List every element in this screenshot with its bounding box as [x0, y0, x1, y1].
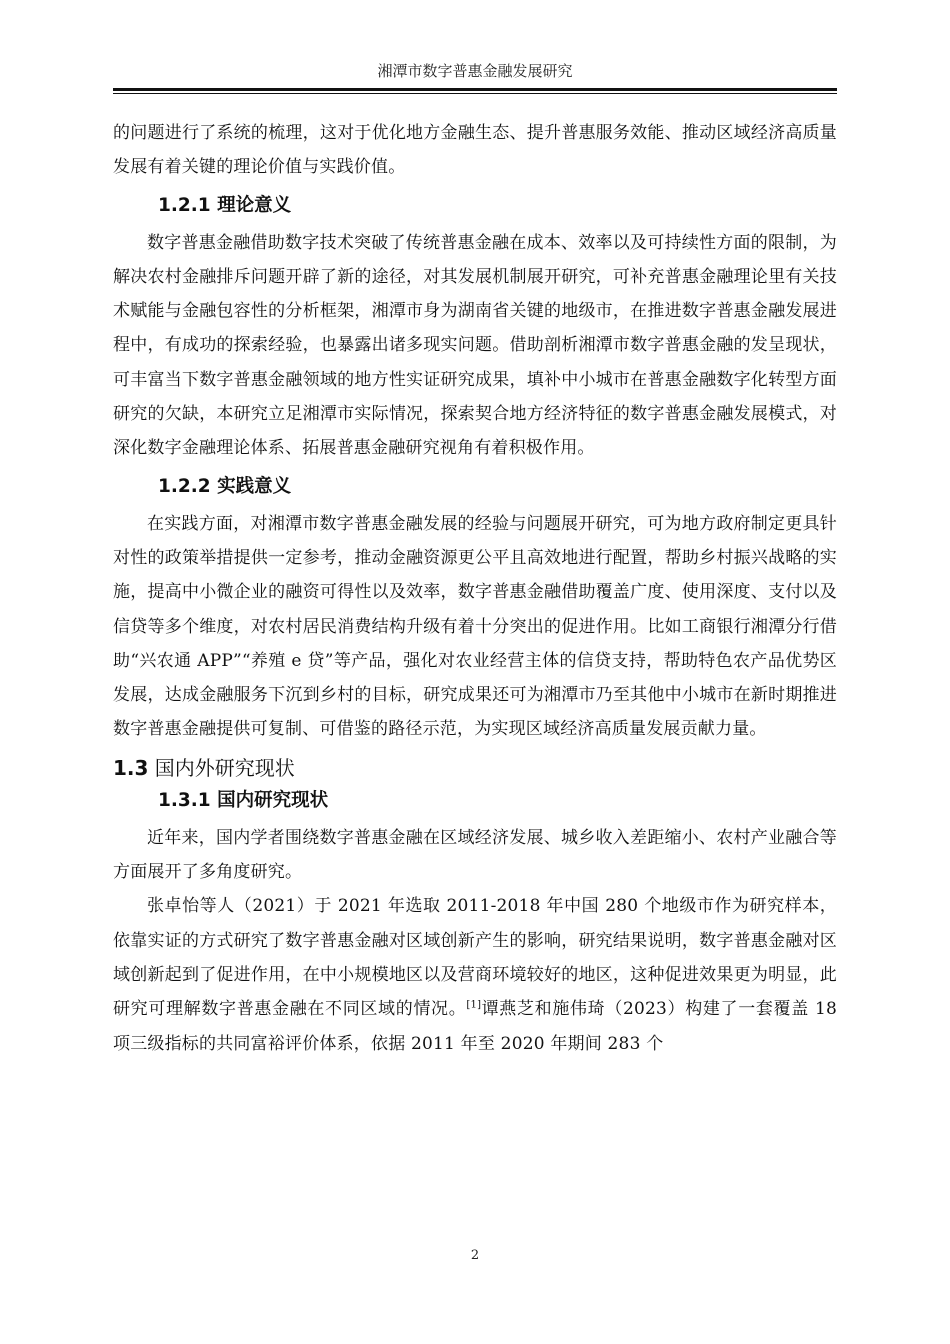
- paragraph-practice: 在实践方面，对湘潭市数字普惠金融发展的经验与问题展开研究，可为地方政府制定更具针对性的政策举措提供一定参考，推动金融资源更公平且高效地进行配置，帮助乡村振兴战略的实施，提高中小微企业的融资可得性以及效率，数字普惠金融借助覆盖广度、使用深度、支付以及信贷等多个维度，对农村居民消费结构升级有着十分突出的促进作用。比如工商银行湘潭分行借助“兴农通 APP”“养殖 e 贷”等产品，强化对农业经营主体的信贷支持，帮助特色农产品优势区发展，达成金融服务下沉到乡村的目标，研究成果还可为湘潭市乃至其他中小城市在新时期推进数字普惠金融提供可复制、可借鉴的路径示范，为实现区域经济高质量发展贡献力量。: [113, 513, 837, 740]
- page-number: 2: [470, 1248, 480, 1263]
- heading-1-3-1: 1.3.1 国内研究现状: [158, 789, 329, 811]
- page-body: [113, 116, 837, 1061]
- paragraph-zhang-part-a: 张卓怡等人（2021）于 2021 年选取 2011-2018 年中国 280 个地级市作为研究样本，依靠实证的方式研究了数字普惠金融对区域创新产生的影响，研究结果说明，数字普惠金融对区域创新起到了促进作用，在中小规模地区以及营商环境较好的地区，这种促进效果更为明显，此研究可理解数字普惠金融在不同区域的情况。: [113, 896, 837, 1020]
- paragraph-zhang: [113, 889, 837, 1060]
- paragraph-domestic-intro: 近年来，国内学者围绕数字普惠金融在区域经济发展、城乡收入差距缩小、农村产业融合等方面展开了多角度研究。: [113, 827, 837, 883]
- header-rule-thick: [113, 88, 837, 91]
- paragraph-theory: 数字普惠金融借助数字技术突破了传统普惠金融在成本、效率以及可持续性方面的限制，为解决农村金融排斥问题开辟了新的途径，对其发展机制展开研究，可补充普惠金融理论里有关技术赋能与金融包容性的分析框架，湘潭市身为湖南省关键的地级市，在推进数字普惠金融发展进程中，有成功的探索经验，也暴露出诸多现实问题。借助剖析湘潭市数字普惠金融的发呈现状，可丰富当下数字普惠金融领域的地方性实证研究成果，填补中小城市在普惠金融数字化转型方面研究的欠缺，本研究立足湘潭市实际情况，探索契合地方经济特征的数字普惠金融发展模式，对深化数字金融理论体系、拓展普惠金融研究视角有着积极作用。: [113, 232, 837, 459]
- paragraph-intro-continuation: 的问题进行了系统的梳理，这对于优化地方金融生态、提升普惠服务效能、推动区域经济高质量发展有着关键的理论价值与实践价值。: [113, 123, 837, 178]
- heading-1-3: [113, 755, 837, 781]
- heading-1-2-1: 1.2.1 理论意义: [158, 194, 292, 216]
- heading-1-2-2: 1.2.2 实践意义: [158, 475, 292, 497]
- heading-1-3-number: 1.3: [113, 755, 149, 780]
- citation-1: [1]: [466, 999, 482, 1011]
- paragraph-zhang-part-b: 谭燕芝和施伟琦（2023）构建了一套覆盖 18 项三级指标的共同富裕评价体系，依据 2011 年至 2020 年期间 283 个: [113, 999, 837, 1054]
- heading-1-3-text: 国内外研究现状: [148, 755, 295, 780]
- running-header: 湘潭市数字普惠金融发展研究: [377, 62, 573, 80]
- header-rule-thin: [113, 93, 837, 94]
